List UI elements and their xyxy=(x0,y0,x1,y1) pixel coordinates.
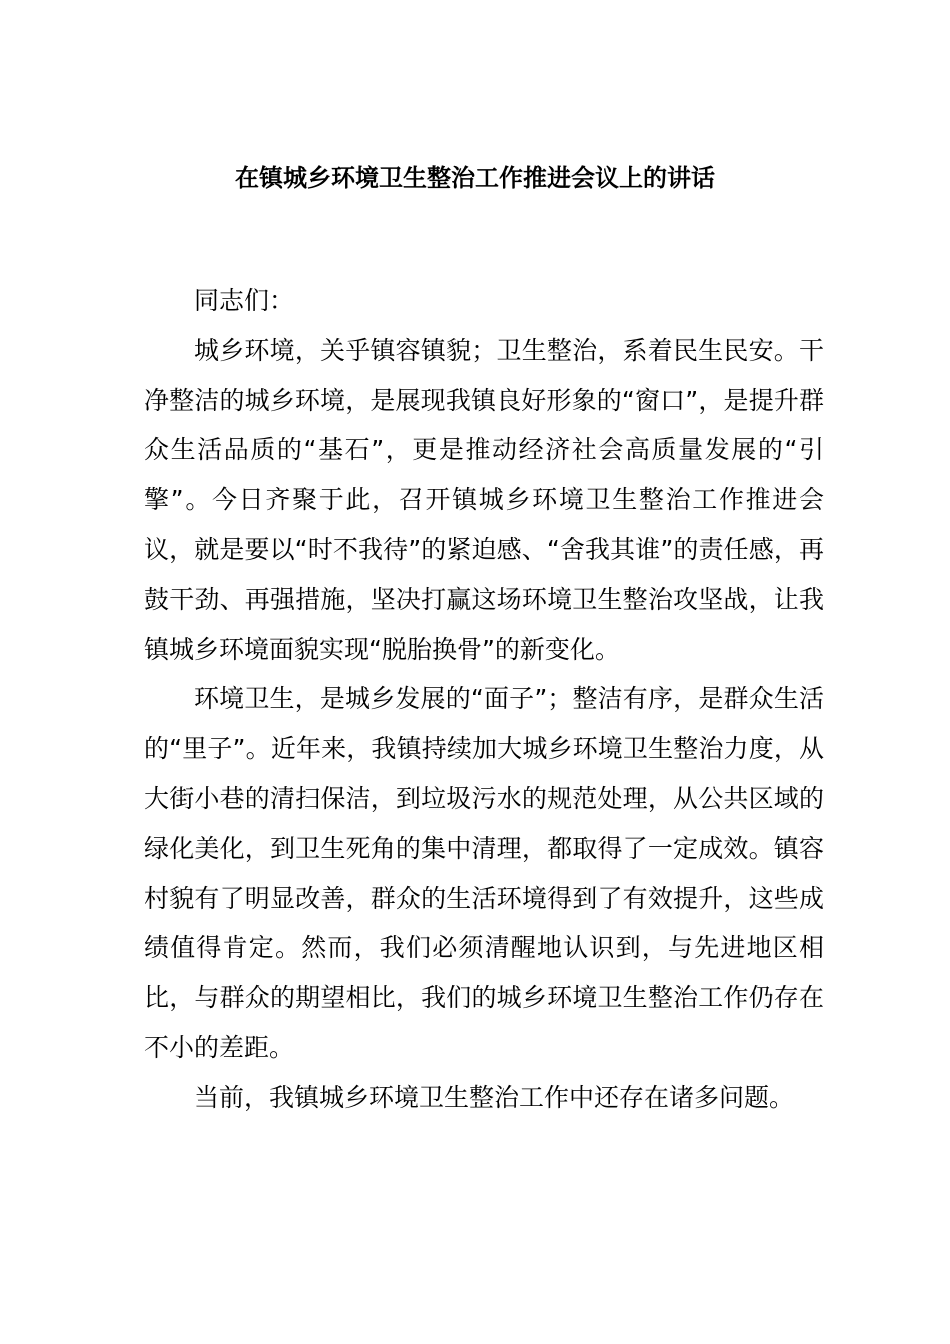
paragraph-3: 当前，我镇城乡环境卫生整治工作中还存在诸多问题。 xyxy=(194,1082,795,1112)
document-title: 在镇城乡环境卫生整治工作推进会议上的讲话 xyxy=(235,164,715,192)
paragraph-2: 环境卫生，是城乡发展的“面子”；整洁有序，是群众生活的“里子”。近年来，我镇持续加大城乡环境卫生整治力度，从大街小巷的清扫保洁，到垃圾污水的规范处理，从公共区域的绿化美化，到卫生死角的集中清理，都取得了一定成效。镇容村貌有了明显改善，群众的生活环境得到了有效提升，这些成绩值得肯定。然而，我们必须清醒地认识到，与先进地区相比，与群众的期望相比，我们的城乡环境卫生整治工作仍存在不小的差距。 xyxy=(144,684,824,1062)
paragraph-1: 城乡环境，关乎镇容镇貌；卫生整治，系着民生民安。干净整洁的城乡环境，是展现我镇良好形象的“窗口”，是提升群众生活品质的“基石”，更是推动经济社会高质量发展的“引擎”。今日齐聚于此，召开镇城乡环境卫生整治工作推进会议，就是要以“时不我待”的紧迫感、“舍我其谁”的责任感，再鼓干劲、再强措施，坚决打赢这场环境卫生整治攻坚战，让我镇城乡环境面貌实现“脱胎换骨”的新变化。 xyxy=(144,335,824,664)
salutation: 同志们： xyxy=(194,286,295,315)
document-body xyxy=(144,276,824,1123)
